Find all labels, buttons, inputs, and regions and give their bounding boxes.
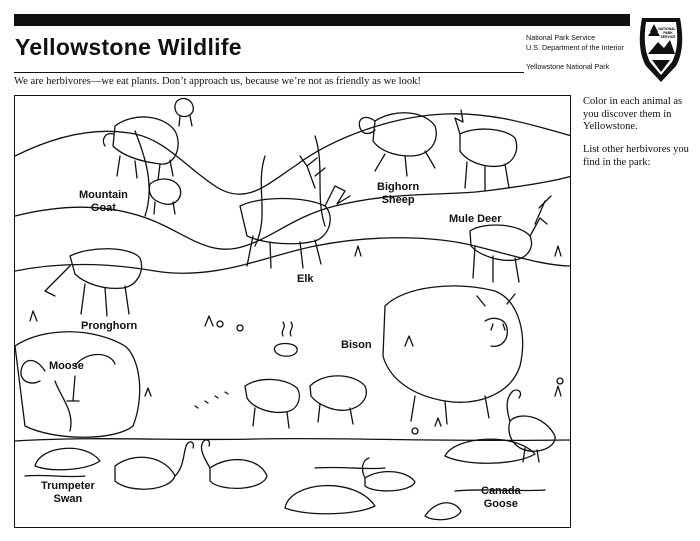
badge-text-3: SERVICE bbox=[660, 35, 676, 39]
label-bison: Bison bbox=[341, 339, 372, 351]
park-name: Yellowstone National Park bbox=[526, 62, 610, 71]
label-bighorn-sheep-line1: Bighorn bbox=[377, 181, 420, 193]
sidebar-instruction-2: List other herbivores you find in the park: bbox=[583, 144, 689, 168]
label-trumpeter-swan-line2: Swan bbox=[53, 493, 83, 505]
agency-line-1: National Park Service bbox=[526, 33, 596, 42]
agency-line-2: U.S. Department of the Interior bbox=[526, 43, 624, 52]
label-moose: Moose bbox=[49, 360, 84, 372]
badge-text-2: PARK bbox=[663, 31, 673, 35]
header-bar bbox=[14, 14, 630, 26]
label-trumpeter-swan bbox=[41, 480, 95, 506]
label-mountain-goat bbox=[79, 189, 128, 215]
intro-text: We are herbivores—we eat plants. Don’t approach us, because we’re not as friendly as we look! bbox=[14, 76, 421, 87]
badge-text-1: NATIONAL bbox=[658, 27, 676, 31]
label-mountain-goat-line1: Mountain bbox=[79, 189, 128, 201]
agency-block bbox=[526, 33, 624, 72]
scene-illustration bbox=[15, 96, 571, 528]
label-mule-deer: Mule Deer bbox=[449, 213, 502, 225]
page-title: Yellowstone Wildlife bbox=[15, 34, 242, 60]
header-rule bbox=[14, 72, 524, 73]
label-canada-goose-line2: Goose bbox=[483, 498, 518, 510]
nps-arrowhead-icon bbox=[636, 14, 686, 84]
label-canada-goose-line1: Canada bbox=[481, 485, 521, 497]
label-canada-goose bbox=[481, 485, 521, 511]
label-pronghorn: Pronghorn bbox=[81, 320, 138, 332]
label-mountain-goat-line2: Goat bbox=[90, 202, 116, 214]
label-trumpeter-swan-line1: Trumpeter bbox=[41, 480, 95, 492]
sidebar-instruction-1: Color in each animal as you discover them in Yellowstone. bbox=[583, 96, 683, 132]
label-bighorn-sheep-line2: Sheep bbox=[381, 194, 415, 206]
label-bighorn-sheep bbox=[377, 181, 419, 207]
label-elk: Elk bbox=[297, 273, 314, 285]
coloring-scene[interactable] bbox=[14, 95, 571, 528]
